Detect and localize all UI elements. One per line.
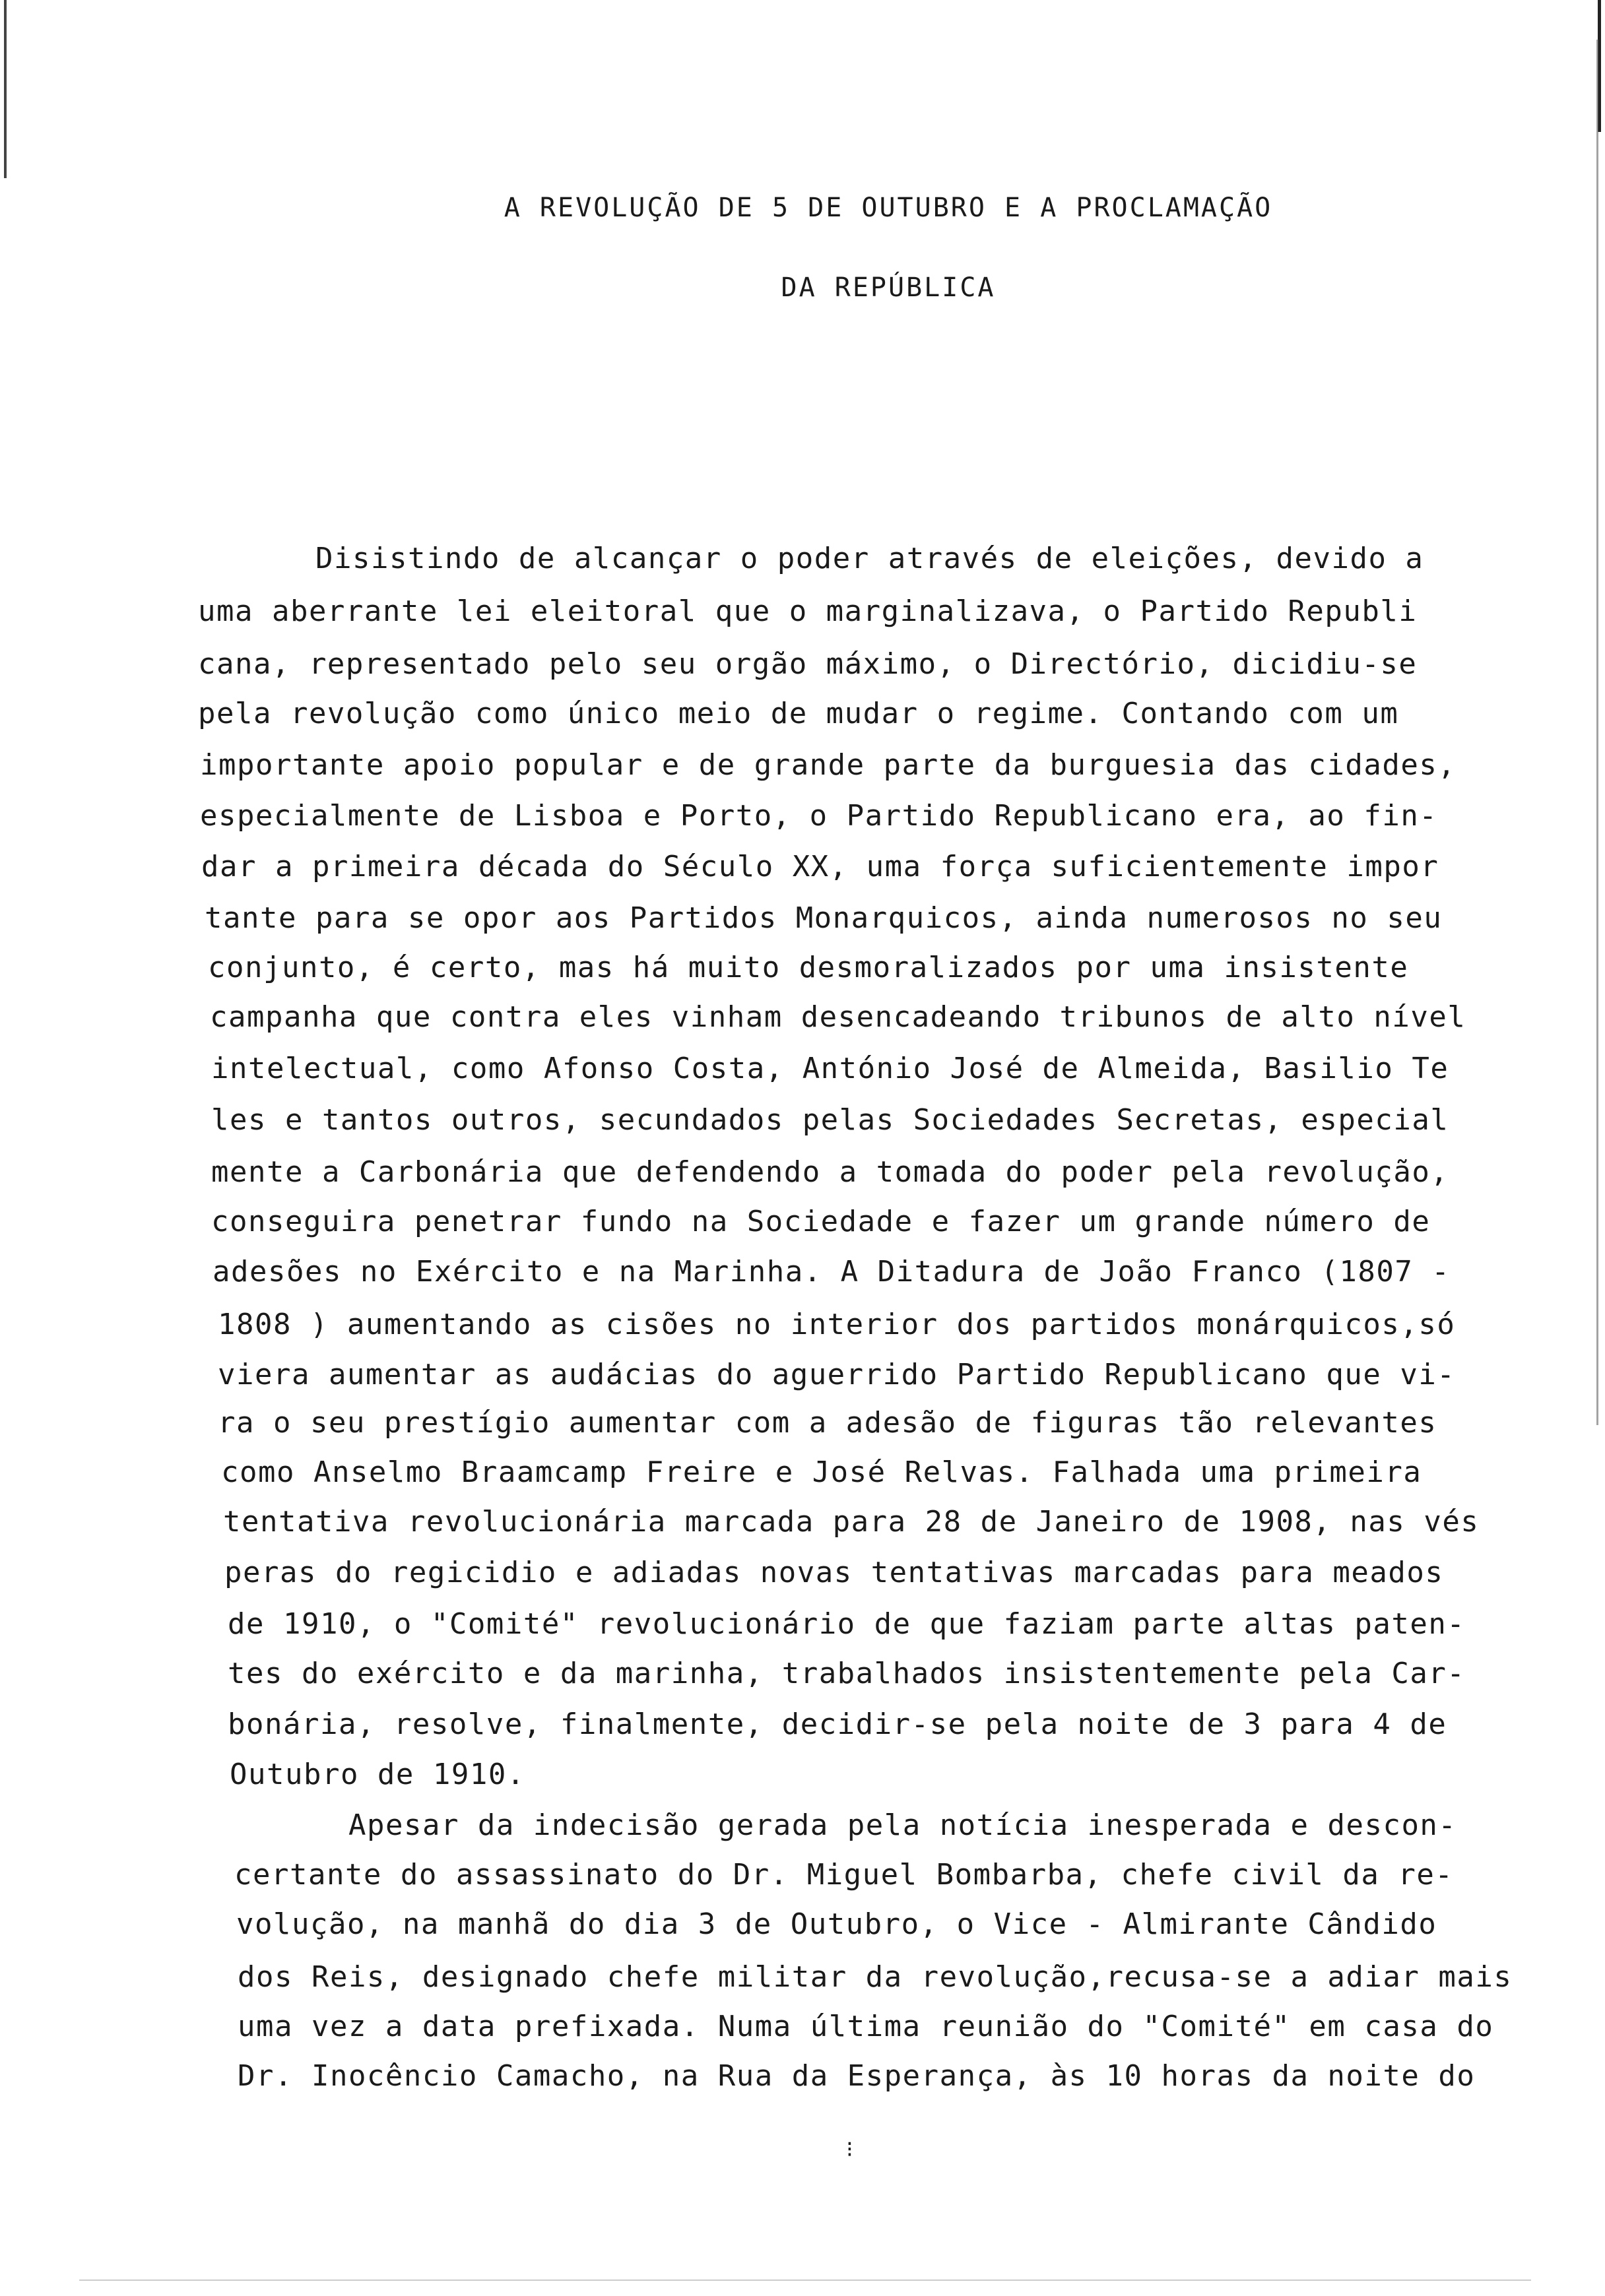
- text-line: dar a primeira década do Século XX, uma força suficientemente impor: [201, 850, 1439, 883]
- text-line: especialmente de Lisboa e Porto, o Partido Republicano era, ao fin-: [200, 799, 1438, 833]
- text-line: dos Reis, designado chefe militar da revolução,recusa-se a adiar mais: [238, 1960, 1513, 1994]
- scan-edge-bottom: [79, 2280, 1531, 2281]
- text-line: tes do exército e da marinha, trabalhados insistentemente pela Car-: [228, 1657, 1466, 1690]
- text-line: Outubro de 1910.: [230, 1758, 525, 1791]
- text-line: 1808 ) aumentando as cisões no interior dos partidos monárquicos,só: [218, 1308, 1456, 1341]
- text-line: uma vez a data prefixada. Numa última reunião do "Comité" em casa do: [238, 2010, 1494, 2043]
- text-line: Dr. Inocêncio Camacho, na Rua da Esperança, às 10 horas da noite do: [238, 2059, 1476, 2093]
- document-title-line-2: DA REPÚBLICA: [781, 272, 996, 303]
- text-line: ra o seu prestígio aumentar com a adesão de figuras tão relevantes: [218, 1406, 1437, 1440]
- text-line: tentativa revolucionária marcada para 28 de Janeiro de 1908, nas vés: [223, 1505, 1480, 1539]
- scan-edge-right-shadow: [1596, 40, 1598, 1425]
- text-line: Apesar da indecisão gerada pela notícia inesperada e descon-: [348, 1808, 1457, 1842]
- text-line: mente a Carbonária que defendendo a tomada do poder pela revolução,: [211, 1155, 1449, 1189]
- text-line: viera aumentar as audácias do aguerrido Partido Republicano que vi-: [218, 1358, 1456, 1391]
- text-line: certante do assassinato do Dr. Miguel Bombarba, chefe civil da re-: [234, 1858, 1454, 1892]
- text-line: adesões no Exército e na Marinha. A Ditadura de João Franco (1807 -: [213, 1255, 1451, 1289]
- text-line: tante para se opor aos Partidos Monarquicos, ainda numerosos no seu: [205, 901, 1443, 935]
- document-title-line-1: A REVOLUÇÃO DE 5 DE OUTUBRO E A PROCLAMAÇÃO: [504, 193, 1273, 223]
- text-line: pela revolução como único meio de mudar o regime. Contando com um: [198, 697, 1399, 730]
- text-line: cana, representado pelo seu orgão máximo, o Directório, dicidiu-se: [198, 647, 1418, 681]
- scan-edge-left: [4, 0, 7, 178]
- text-line: Disistindo de alcançar o poder através de eleições, devido a: [315, 542, 1424, 575]
- text-line: como Anselmo Braamcamp Freire e José Relvas. Falhada uma primeira: [221, 1455, 1422, 1489]
- text-line: bonária, resolve, finalmente, decidir-se pela noite de 3 para 4 de: [228, 1707, 1447, 1741]
- text-line: conseguira penetrar fundo na Sociedade e fazer um grande número de: [211, 1205, 1431, 1238]
- text-line: peras do regicidio e adiadas novas tentativas marcadas para meados: [224, 1556, 1444, 1589]
- text-line: de 1910, o "Comité" revolucionário de que faziam parte altas paten-: [228, 1607, 1466, 1641]
- text-line: campanha que contra eles vinham desencadeando tribunos de alto nível: [210, 1000, 1466, 1034]
- text-line: conjunto, é certo, mas há muito desmoralizados por uma insistente: [208, 951, 1409, 984]
- text-line: volução, na manhã do dia 3 de Outubro, o Vice - Almirante Cândido: [236, 1907, 1437, 1941]
- text-line: les e tantos outros, secundados pelas Sociedades Secretas, especial: [211, 1103, 1449, 1137]
- text-line: uma aberrante lei eleitoral que o marginalizava, o Partido Republi: [198, 594, 1418, 628]
- page-mark: ⁝: [846, 2136, 853, 2163]
- text-line: intelectual, como Afonso Costa, António José de Almeida, Basilio Te: [211, 1052, 1449, 1085]
- text-line: importante apoio popular e de grande parte da burguesia das cidades,: [200, 748, 1457, 782]
